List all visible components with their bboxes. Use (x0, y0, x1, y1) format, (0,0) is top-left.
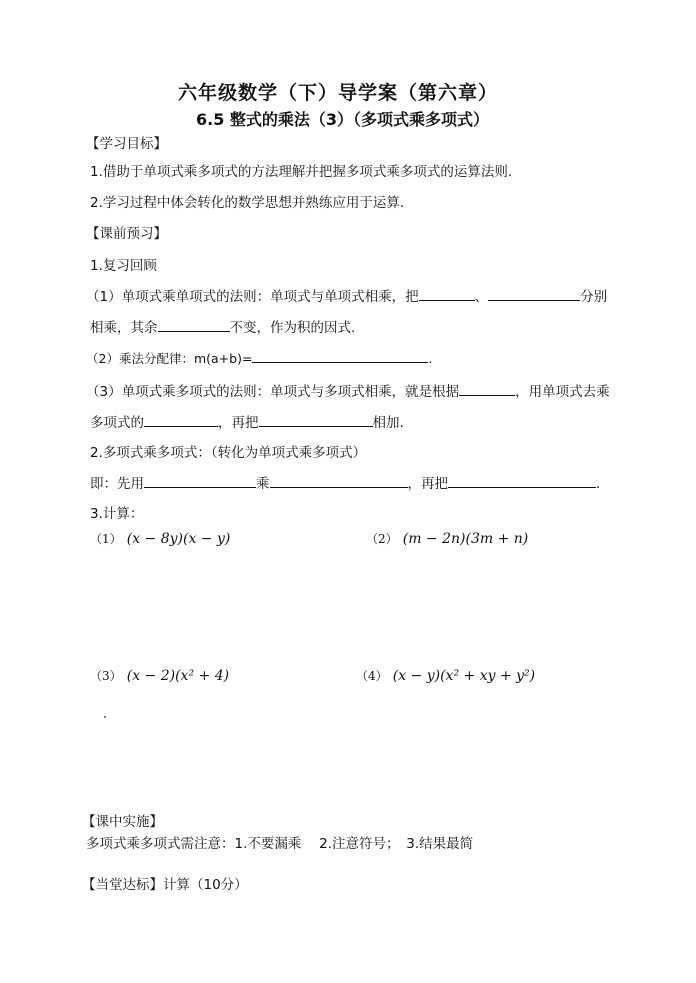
problem-4 (356, 665, 535, 684)
q1-separator: 、 (474, 289, 489, 305)
problem-2-expression: (m − 2n)(3m + n) (402, 531, 529, 547)
blank-q1-3[interactable] (158, 317, 230, 332)
blank-q3-2[interactable] (144, 412, 218, 427)
p2-text-b: 乘 (256, 476, 270, 492)
problem-3-number: （3） (90, 669, 122, 683)
part-2-line (90, 472, 600, 492)
objective-item-2: 2.学习过程中体会转化的数学思想并熟练应用于运算. (90, 195, 405, 211)
problem-3 (90, 665, 229, 684)
q1-text-c: 相乘，其余 (90, 320, 158, 336)
q3-text-e: 相加. (372, 415, 404, 431)
question-2-line (86, 348, 432, 367)
question-3-line-1 (86, 380, 610, 400)
page-title: 六年级数学（下）导学案（第六章） (178, 82, 499, 104)
question-1-line-1 (86, 285, 607, 305)
q2-end: . (428, 351, 433, 366)
question-3-line-2 (90, 411, 404, 431)
q2-text: （2）乘法分配律：m(a+b)= (86, 351, 253, 366)
problem-1 (90, 528, 230, 547)
stray-dot (104, 716, 106, 718)
blank-p2-2[interactable] (270, 473, 408, 488)
blank-q1-2[interactable] (488, 286, 580, 301)
blank-p2-1[interactable] (144, 473, 256, 488)
objectives-heading: 【学习目标】 (86, 136, 167, 152)
p2-text-c: ，再把 (407, 476, 448, 492)
objective-item-1: 1.借助于单项式乘多项式的方法理解并把握多项式乘多项式的运算法则. (90, 164, 513, 180)
q1-text-a: （1）单项式乘单项式的法则：单项式与单项式相乘，把 (86, 289, 419, 305)
problem-4-expression: (x − y)(x² + xy + y²) (392, 668, 536, 684)
problem-4-number: （4） (356, 669, 388, 683)
blank-p2-3[interactable] (448, 473, 596, 488)
p2-text-a: 即：先用 (90, 476, 144, 492)
part-2-title: 2.多项式乘多项式：（转化为单项式乘多项式） (90, 445, 367, 461)
blank-q3-1[interactable] (459, 381, 515, 396)
preview-heading: 【课前预习】 (86, 226, 167, 242)
assessment-text: 计算（10分） (163, 877, 248, 893)
problem-1-expression: (x − 8y)(x − y) (126, 531, 231, 547)
review-title: 1.复习回顾 (90, 258, 157, 274)
in-class-heading: 【课中实施】 (82, 814, 163, 830)
problem-1-number: （1） (90, 532, 122, 546)
page-subtitle: 6.5 整式的乘法（3）（多项式乘多项式） (196, 110, 490, 129)
in-class-note: 多项式乘多项式需注意：1.不要漏乘 2.注意符号； 3.结果最简 (86, 836, 474, 852)
calc-title: 3.计算： (90, 506, 144, 522)
problem-2-number: （2） (366, 532, 398, 546)
blank-q2[interactable] (252, 348, 428, 363)
q1-text-b: 分别 (580, 289, 608, 305)
q3-text-b: ，用单项式去乘 (515, 384, 610, 400)
problem-3-expression: (x − 2)(x² + 4) (126, 668, 230, 684)
q3-text-c: 多项式的 (90, 415, 144, 431)
assessment-line (82, 873, 248, 893)
q3-text-a: （3）单项式乘多项式的法则：单项式与多项式相乘，就是根据 (86, 384, 460, 400)
p2-end: . (596, 476, 601, 492)
problem-2 (366, 528, 528, 547)
assessment-heading: 【当堂达标】 (82, 877, 163, 893)
q1-text-d: 不变，作为积的因式. (229, 320, 356, 336)
q3-text-d: ，再把 (218, 415, 259, 431)
blank-q3-3[interactable] (259, 412, 373, 427)
blank-q1-1[interactable] (419, 286, 475, 301)
question-1-line-2 (90, 316, 355, 336)
